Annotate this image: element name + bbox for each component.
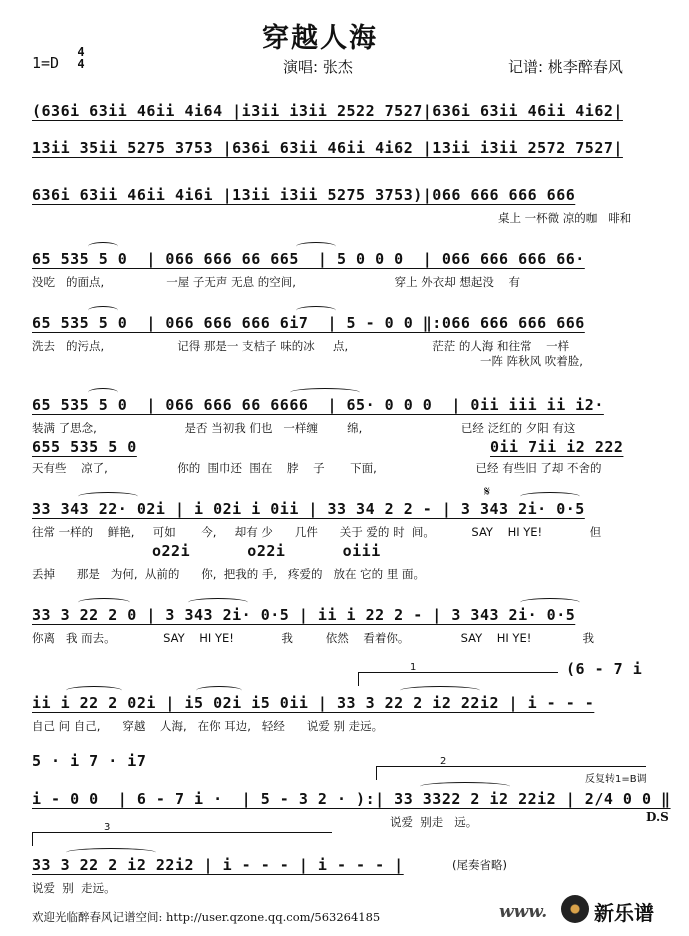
ds-mark: D.S (646, 810, 669, 824)
score-row-5: 65 535 5 0 | 066 666 666 6i7 | 5 - 0 0 ‖:066 666 666 666 (32, 314, 585, 332)
lyric-row-4: 没吃 的面点, 一屋 子无声 无息 的空间, 穿上 外衣却 想起没 有 (32, 275, 521, 289)
key-signature: 1=D (32, 54, 60, 72)
time-bottom: 4 (77, 57, 85, 71)
ending-note: (尾奏省略) (452, 858, 507, 872)
volta-2-label: 2 (440, 756, 447, 767)
footer-credit: 欢迎光临醉春风记谱空间: http://user.qzone.qq.com/563264185 (32, 910, 381, 924)
time-signature (74, 46, 88, 70)
volta-tick (32, 832, 33, 846)
score-row-10: 33 3 22 2 0 | 3 343 2i· 0·5 | ii i 22 2 - | 3 343 2i· 0·5 (32, 606, 576, 624)
slur (196, 686, 242, 695)
volta-bracket-3 (32, 832, 332, 833)
score-row-1: (636i 63ii 46ii 4i64 |i3ii i3ii 2522 7527|636i 63ii 46ii 4i62| (32, 102, 623, 120)
slur (88, 388, 118, 397)
score-row-3: 636i 63ii 46ii 4i6i |13ii i3ii 5275 3753)|066 666 666 666 (32, 186, 576, 204)
lyric-row-5: 洗去 的污点, 记得 那是一 支桔子 味的冰 点, 茫茫 的人海 和往常 一样 (32, 339, 570, 353)
singer-credit: 演唱: 张杰 (283, 58, 353, 76)
score-row-12: i - 0 0 | 6 - 7 i · | 5 - 3 2 · ):| 33 3322 2 i2 22i2 | 2/4 0 0 ‖ (32, 790, 671, 808)
score-row-11: ii i 22 2 02i | i5 02i i5 0ii | 33 3 22 2 i2 22i2 | i - - - (32, 694, 595, 712)
volta-tick (358, 672, 359, 686)
song-title: 穿越人海 (262, 23, 378, 54)
brand-url-fragment: www. (499, 902, 548, 922)
slur (88, 242, 118, 251)
volta-3-label: 3 (104, 822, 111, 833)
slur (296, 306, 336, 315)
record-logo-icon (561, 895, 589, 923)
volta-bracket-2 (376, 766, 646, 767)
volta-1-label: 1 (410, 662, 417, 673)
score-row-8: 33 343 22· 02i | i 02i i 0ii | 33 34 2 2 - | 3 343 2i· 0·5 (32, 500, 585, 518)
slur (78, 492, 138, 501)
lyric-row-12: 说爱 别走 远。 (390, 815, 478, 829)
lyric-row-5-second-verse: 一阵 阵秋风 吹着脸, (480, 354, 583, 368)
slur (78, 598, 130, 607)
score-row-6: 65 535 5 0 | 066 666 66 6666 | 65· 0 0 0 | 0ii iii ii i2· (32, 396, 604, 414)
slur (400, 686, 480, 695)
slur (520, 598, 580, 607)
score-row-7b: 0ii 7ii i2 222 (490, 438, 624, 456)
volta-tick (376, 766, 377, 780)
time-top: 4 (77, 45, 85, 59)
segno-icon: 𝄋 (484, 484, 491, 500)
transcriber-credit: 记谱: 桃李醉春风 (508, 58, 623, 76)
repeat-key-change-note: 反复转1=B调 (585, 774, 647, 785)
lyric-row-3: 桌上 一杯微 凉的咖 啡和 (498, 211, 632, 225)
lyric-row-11: 自己 问 自己, 穿越 人海, 在你 耳边, 轻经 说爱 别 走远。 (32, 719, 384, 733)
lyric-row-8: 往常 一样的 鲜艳, 可如 今, 却有 少 几件 关于 爱的 时 间。 SAY HI YE! 但 (32, 525, 602, 539)
score-row-11-pickup: (6 - 7 i (566, 660, 643, 678)
slur (88, 306, 118, 315)
slur (66, 848, 156, 857)
volta-bracket-1 (358, 672, 558, 673)
score-row-4: 65 535 5 0 | 066 666 66 665 | 5 0 0 0 | 066 666 666 66· (32, 250, 585, 268)
slur (66, 686, 122, 695)
lyric-row-13: 说爱 别 走远。 (32, 881, 116, 895)
brand-logo: 新乐谱 (594, 901, 654, 925)
score-row-2: 13ii 35ii 5275 3753 |636i 63ii 46ii 4i62 |13ii i3ii 2572 7527| (32, 139, 623, 157)
score-row-9: o22i o22i oiii (152, 542, 381, 560)
slur (420, 782, 510, 791)
score-row-13: 33 3 22 2 i2 22i2 | i - - - | i - - - | (32, 856, 404, 874)
lyric-row-9: 丢掉 那是 为何, 从前的 你, 把我的 手, 疼爱的 放在 它的 里 面。 (32, 567, 425, 581)
lyric-row-6: 装满 了思念, 是否 当初我 们也 一样缠 绵, 已经 泛红的 夕阳 有这 (32, 421, 576, 435)
score-row-7: 655 535 5 0 (32, 438, 137, 456)
slur (296, 242, 336, 251)
slur (520, 492, 580, 501)
lyric-row-7: 天有些 凉了, 你的 围巾还 围在 脖 子 下面, 已经 有些旧 了却 不舍的 (32, 461, 602, 475)
lyric-row-10: 你离 我 而去。 SAY HI YE! 我 依然 看着你。 SAY HI YE! 我 (32, 631, 594, 645)
slur (188, 598, 248, 607)
score-row-12-pickup: 5 · i 7 · i7 (32, 752, 147, 770)
slur (290, 388, 360, 397)
